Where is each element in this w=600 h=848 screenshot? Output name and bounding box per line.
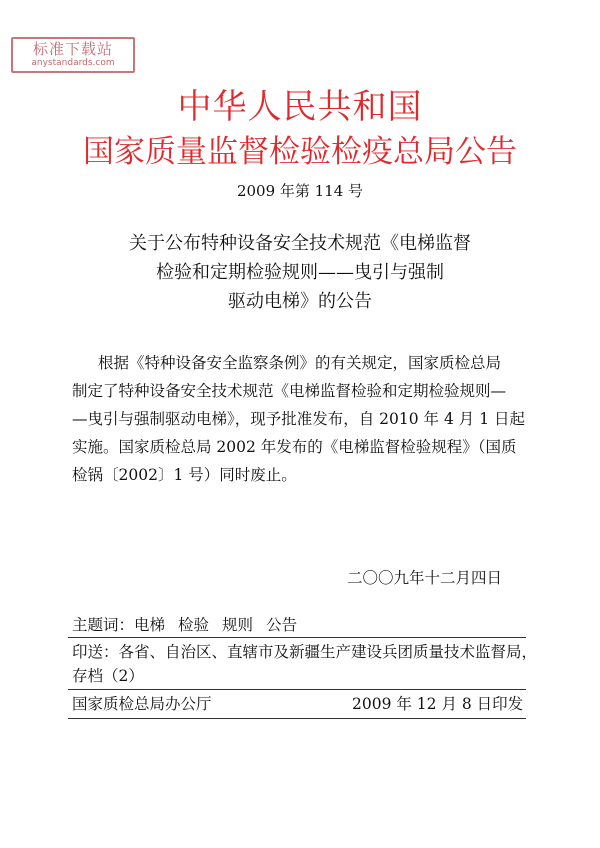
body-line-3: —曳引与强制驱动电梯》，现予批准发布，自 2010 年 4 月 1 日起	[72, 410, 525, 428]
distribution-line-1: 印送：各省、自治区、直辖市及新疆生产建设兵团质量技术监督局，	[72, 643, 538, 661]
keyword-item: 检验	[178, 616, 210, 634]
body-line-5: 检锅〔2002〕1 号）同时废止。	[72, 466, 297, 484]
issued-date: 2009 年 12 月 8 日印发	[352, 695, 524, 713]
watermark-title: 标准下载站	[32, 40, 113, 58]
keyword-item: 电梯	[134, 616, 166, 634]
issuer-country: 中华人民共和国	[177, 87, 423, 127]
title-line-1: 关于公布特种设备安全技术规范《电梯监督	[129, 233, 471, 254]
title-line-2: 检验和定期检验规则——曳引与强制	[156, 262, 444, 283]
divider	[68, 689, 526, 690]
keyword-item: 规则	[222, 616, 254, 634]
body-line-4: 实施。国家质检总局 2002 年发布的《电梯监督检验规程》（国质	[72, 438, 517, 456]
document-number: 2009 年第 114 号	[236, 182, 364, 200]
issuer-agency: 国家质量监督检验检疫总局公告	[83, 134, 517, 170]
divider	[68, 637, 526, 638]
watermark-url: anystandards.com	[31, 58, 115, 68]
divider	[68, 718, 526, 719]
distribution-line-2: 存档（2）	[72, 667, 144, 685]
body-line-1: 根据《特种设备安全监察条例》的有关规定，国家质检总局	[98, 354, 502, 372]
body-line-2: 制定了特种设备安全技术规范《电梯监督检验和定期检验规则—	[72, 382, 507, 400]
keyword-item: 公告	[266, 616, 298, 634]
issuing-office: 国家质检总局办公厅	[72, 695, 212, 713]
keywords-row	[72, 614, 310, 636]
issue-date: 二〇〇九年十二月四日	[347, 569, 503, 587]
keywords-label: 主题词：	[72, 616, 135, 634]
watermark-stamp	[11, 37, 135, 73]
title-line-3: 驱动电梯》的公告	[228, 291, 372, 312]
